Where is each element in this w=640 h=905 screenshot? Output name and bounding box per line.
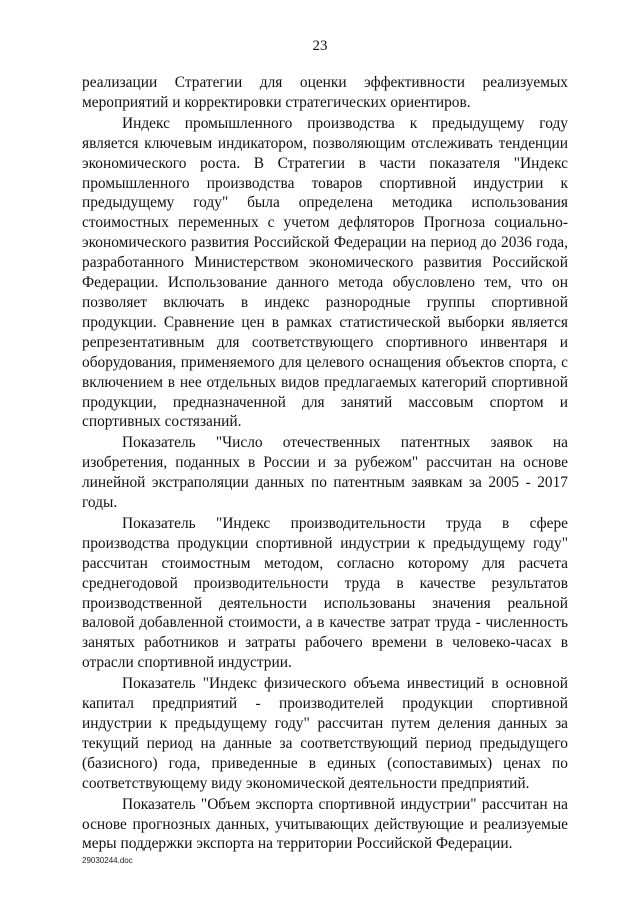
- paragraph-labor-productivity: Показатель "Индекс производительности труда в сфере производства продукции спортивной индустрии к предыдущему году" рассчитан стоимостным методом, согласно которому для расчета среднегодовой производительности труда в качестве результатов производственной деятельности использованы значения реальной валовой добавленной стоимости, а в качестве затрат труда - численность занятых работников и затраты рабочего времени в человеко-часах в отрасли спортивной индустрии.: [82, 514, 568, 672]
- paragraph-strategy-continuation: реализации Стратегии для оценки эффективности реализуемых мероприятий и корректировки стратегических ориентиров.: [82, 74, 568, 111]
- paragraph-patent-applications: Показатель "Число отечественных патентных заявок на изобретения, поданных в России и за рубежом" рассчитан на основе линейной экстраполяции данных по патентным заявкам за 2005 - 2017 годы.: [82, 434, 568, 512]
- page-number: 23: [312, 38, 328, 54]
- paragraph-export-volume: Показатель "Объем экспорта спортивной индустрии" рассчитан на основе прогнозных данных, учитывающих действующие и реализуемые меры поддержки экспорта на территории Российской Федерации.: [82, 795, 568, 853]
- footer-document-code: 29030244.doc: [82, 856, 133, 865]
- paragraph-investment-index: Показатель "Индекс физического объема инвестиций в основной капитал предприятий - производителей продукции спортивной индустрии к предыдущему году" рассчитан путем деления данных за текущий период на данные за соответствующий период предыдущего (базисного) года, приведенные в единых (сопоставимых) ценах по соответствующему виду экономической деятельности предприятий.: [82, 675, 568, 792]
- paragraph-industrial-production-index: Индекс промышленного производства к предыдущему году является ключевым индикатором, позволяющим отслеживать тенденции экономического роста. В Стратегии в части показателя "Индекс промышленного производства товаров спортивной индустрии к предыдущему году" была определена методика использования стоимостных переменных с учетом дефляторов Прогноза социально-экономического развития Российской Федерации на период до 2036 года, разработанного Министерством экономического развития Российской Федерации. Использование данного метода обусловлено тем, что он позволяет включать в индекс разнородные группы спортивной продукции. Сравнение цен в рамках статистической выборки является репрезентативным для соответствующего спортивного инвентаря и оборудования, применяемого для целевого оснащения объектов спорта, с включением в нее отдельных видов предлагаемых категорий спортивной продукции, предназначенной для занятий массовым спортом и спортивных состязаний.: [82, 114, 568, 431]
- document-body: [82, 73, 568, 854]
